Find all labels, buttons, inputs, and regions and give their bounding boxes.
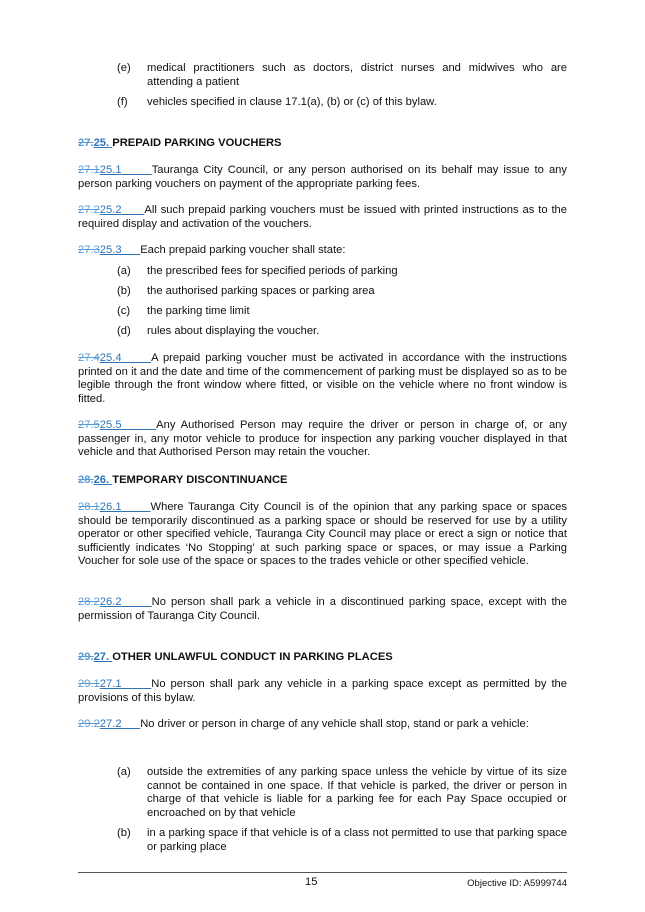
inserted-clause-number: 27.1 bbox=[99, 678, 122, 690]
deleted-clause-number: 28.1 bbox=[78, 501, 100, 513]
inserted-section-number: 26. bbox=[93, 474, 110, 486]
clause-25-1 bbox=[78, 164, 567, 191]
clause-text: Each prepaid parking voucher shall state: bbox=[140, 244, 346, 256]
item-text: rules about displaying the voucher. bbox=[147, 325, 320, 337]
item-text: vehicles specified in clause 17.1(a), (b) or (c) of this bylaw. bbox=[147, 96, 437, 108]
clause-27-1 bbox=[78, 678, 567, 705]
clause-25-3 bbox=[78, 244, 567, 258]
footer-divider bbox=[78, 872, 567, 873]
section-heading-temporary-discontinuance bbox=[78, 474, 288, 488]
inserted-clause-number: 25.5 bbox=[99, 419, 122, 431]
clause-25-4 bbox=[78, 352, 567, 406]
inserted-clause-number: 25.3 bbox=[99, 244, 122, 256]
objective-id: Objective ID: A5999744 bbox=[467, 878, 567, 889]
deleted-clause-number: 27.3 bbox=[78, 244, 100, 256]
deleted-clause-number: 29.2 bbox=[78, 718, 100, 730]
section-title: PREPAID PARKING VOUCHERS bbox=[112, 137, 282, 149]
deleted-section-number: 28. bbox=[78, 474, 94, 486]
item-label: (b) bbox=[117, 827, 131, 839]
section-heading-prepaid-parking-vouchers bbox=[78, 137, 282, 151]
clause-25-2 bbox=[78, 204, 567, 231]
list-item bbox=[117, 265, 567, 279]
item-text: medical practitioners such as doctors, district nurses and midwives who are attending a patient bbox=[147, 62, 567, 88]
deleted-clause-number: 27.5 bbox=[78, 419, 100, 431]
inserted-clause-number: 25.2 bbox=[99, 204, 122, 216]
clause-27-2 bbox=[78, 718, 567, 732]
clause-text: Any Authorised Person may require the driver or person in charge of, or any passenger in, any motor vehicle to produce for inspection any parking voucher displayed in that vehicle and that Authorised Person may retain the voucher. bbox=[78, 419, 567, 459]
inserted-clause-number: 25.4 bbox=[99, 352, 122, 364]
list-item bbox=[117, 766, 567, 820]
deleted-clause-number: 27.2 bbox=[78, 204, 100, 216]
section-heading-other-unlawful-conduct bbox=[78, 651, 393, 665]
item-text: the prescribed fees for specified periods of parking bbox=[147, 265, 398, 277]
inserted-clause-number: 27.2 bbox=[99, 718, 122, 730]
list-item bbox=[117, 325, 567, 339]
list-item bbox=[117, 62, 567, 89]
deleted-clause-number: 28.2 bbox=[78, 596, 100, 608]
list-item bbox=[117, 96, 567, 110]
item-label: (d) bbox=[117, 325, 131, 337]
clause-text: All such prepaid parking vouchers must be issued with printed instructions as to the required display and activation of the vouchers. bbox=[78, 204, 567, 230]
item-text: the authorised parking spaces or parking area bbox=[147, 285, 375, 297]
page-number: 15 bbox=[305, 876, 318, 888]
item-label: (b) bbox=[117, 285, 131, 297]
item-label: (a) bbox=[117, 766, 131, 778]
inserted-clause-number: 26.2 bbox=[99, 596, 122, 608]
list-item bbox=[117, 827, 567, 854]
item-label: (c) bbox=[117, 305, 131, 317]
deleted-section-number: 29. bbox=[78, 651, 94, 663]
clause-26-2 bbox=[78, 596, 567, 623]
list-item bbox=[117, 305, 567, 319]
inserted-clause-number: 25.1 bbox=[99, 164, 122, 176]
clause-text: No person shall park a vehicle in a discontinued parking space, except with the permission of Tauranga City Council. bbox=[78, 596, 567, 622]
clause-text: Tauranga City Council, or any person authorised on its behalf may issue to any person parking vouchers on payment of the appropriate parking fees. bbox=[78, 164, 567, 190]
deleted-clause-number: 27.1 bbox=[78, 164, 100, 176]
section-title: OTHER UNLAWFUL CONDUCT IN PARKING PLACES bbox=[112, 651, 393, 663]
clause-25-5 bbox=[78, 419, 567, 460]
item-text: the parking time limit bbox=[147, 305, 250, 317]
inserted-section-number: 25. bbox=[93, 137, 110, 149]
section-title: TEMPORARY DISCONTINUANCE bbox=[112, 474, 288, 486]
clause-text: No driver or person in charge of any vehicle shall stop, stand or park a vehicle: bbox=[140, 718, 529, 730]
inserted-section-number: 27. bbox=[93, 651, 110, 663]
item-label: (f) bbox=[117, 96, 128, 108]
clause-text: Where Tauranga City Council is of the opinion that any parking space or spaces should be temporarily discontinued as a parking space or should be reserved for use by a utility operator or other specified vehicle, Tauranga City Council may place or erect a sign or notice that sufficiently indicates ‘No Stopping’ at such parking space or spaces, or may issue a Parking Voucher for sole use of the space or spaces to the trades vehicle or other specified vehicle. bbox=[78, 501, 567, 568]
deleted-clause-number: 29.1 bbox=[78, 678, 100, 690]
clause-text: A prepaid parking voucher must be activated in accordance with the instructions printed on it and the date and time of the commencement of parking must be displayed so as to be legible through the front window where fitted, or visible on the vehicle where no front window is fitted. bbox=[78, 352, 567, 405]
list-item bbox=[117, 285, 567, 299]
item-label: (a) bbox=[117, 265, 131, 277]
item-text: in a parking space if that vehicle is of a class not permitted to use that parking space or parking place bbox=[147, 827, 567, 853]
clause-26-1 bbox=[78, 501, 567, 569]
item-label: (e) bbox=[117, 62, 131, 74]
deleted-section-number: 27. bbox=[78, 137, 94, 149]
deleted-clause-number: 27.4 bbox=[78, 352, 100, 364]
item-text: outside the extremities of any parking space unless the vehicle by virtue of its size cannot be contained in one space. If that vehicle is parked, the driver or person in charge of that vehicle is liable for a parking fee for each Pay Space occupied or encroached on by that vehicle bbox=[147, 766, 567, 819]
clause-text: No person shall park any vehicle in a parking space except as permitted by the provisions of this bylaw. bbox=[78, 678, 567, 704]
inserted-clause-number: 26.1 bbox=[99, 501, 122, 513]
